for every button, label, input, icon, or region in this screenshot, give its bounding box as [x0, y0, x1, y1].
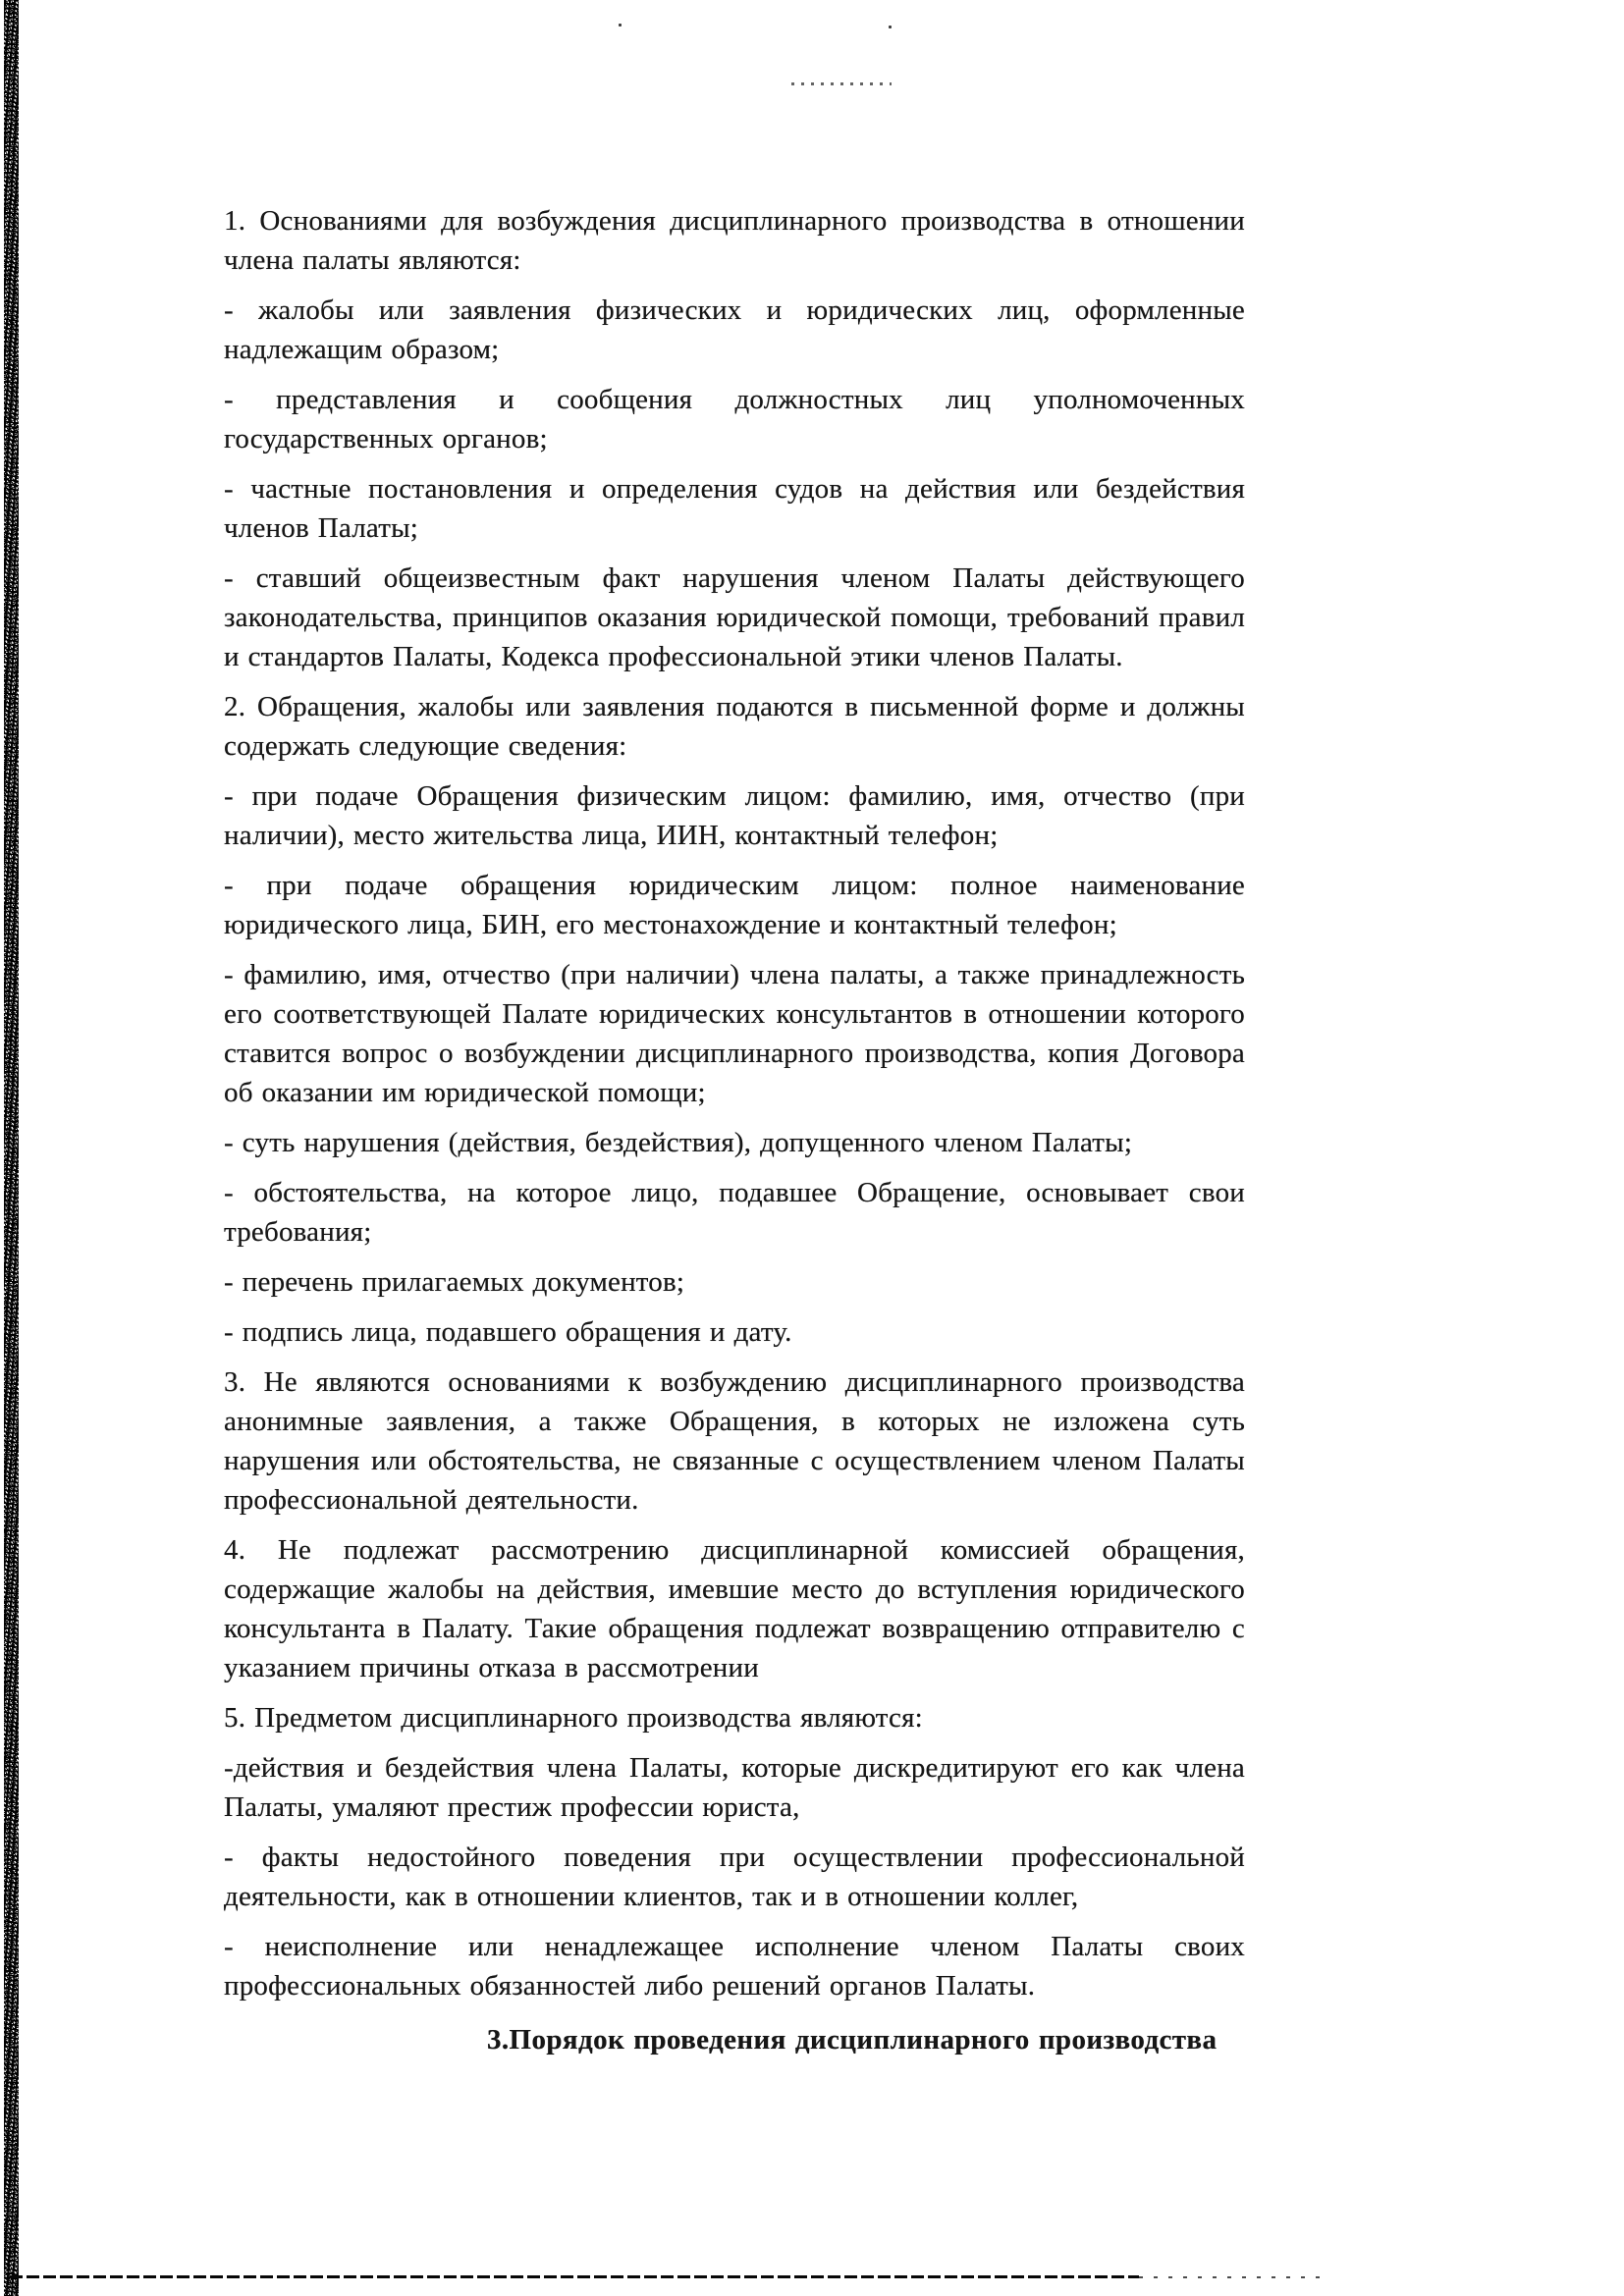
clause-2: 2. Обращения, жалобы или заявления подаются в письменной форме и должны содержать следующие сведения:: [224, 691, 1245, 762]
list-item: - перечень прилагаемых документов;: [224, 1266, 685, 1298]
clause-1: 1. Основаниями для возбуждения дисциплинарного производства в отношении члена палаты являются:: [224, 205, 1245, 276]
list-item: - факты недостойного поведения при осуществлении профессиональной деятельности, как в отношении клиентов, так и в отношении коллег,: [224, 1842, 1245, 1912]
list-item: -действия и бездействия члена Палаты, которые дискредитируют его как члена Палаты, умаляют престиж профессии юриста,: [224, 1752, 1245, 1823]
list-item: - при подаче Обращения физическим лицом: фамилию, имя, отчество (при наличии), место жительства лица, ИИН, контактный телефон;: [224, 780, 1245, 851]
scan-noise-bottom-line: [10, 2275, 1139, 2278]
clause-3: 3. Не являются основаниями к возбуждению дисциплинарного производства анонимные заявления, а также Обращения, в которых не изложена суть нарушения или обстоятельства, не связанные с осуществлением членом Палаты профессиональной деятельности.: [224, 1366, 1245, 1516]
scan-dotted-mark: [791, 82, 892, 85]
clause-4: 4. Не подлежат рассмотрению дисциплинарной комиссией обращения, содержащие жалобы на действия, имевшие место до вступления юридического консультанта в Палату. Такие обращения подлежат возвращению отправителю с указанием причины отказа в рассмотрении: [224, 1534, 1245, 1683]
list-item: - неисполнение или ненадлежащее исполнение членом Палаты своих профессиональных обязанностей либо решений органов Палаты.: [224, 1931, 1245, 2002]
scan-noise-bottom-line-tail: [1139, 2276, 1321, 2278]
list-item: - представления и сообщения должностных лиц уполномоченных государственных органов;: [224, 384, 1245, 454]
list-item: - фамилию, имя, отчество (при наличии) члена палаты, а также принадлежность его соответствующей Палате юридических консультантов в отношении которого ставится вопрос о возбуждении дисциплинарного производства, копия Договора об оказании им юридической помощи;: [224, 959, 1245, 1108]
list-item: - частные постановления и определения судов на действия или бездействия членов Палаты;: [224, 473, 1245, 544]
section-heading: 3.Порядок проведения дисциплинарного производства: [487, 2024, 1218, 2056]
list-item: - жалобы или заявления физических и юридических лиц, оформленные надлежащим образом;: [224, 294, 1245, 365]
scan-noise-left-edge: [4, 0, 19, 2296]
list-item: - обстоятельства, на которое лицо, подавшее Обращение, основывает свои требования;: [224, 1177, 1245, 1248]
scan-speck: [619, 24, 622, 27]
document-text-column: [224, 201, 1245, 2070]
list-item: - суть нарушения (действия, бездействия), допущенного членом Палаты;: [224, 1127, 1133, 1158]
clause-5: 5. Предметом дисциплинарного производства являются:: [224, 1702, 923, 1734]
scan-speck: [889, 26, 892, 28]
list-item: - подпись лица, подавшего обращения и дату.: [224, 1316, 792, 1348]
list-item: - ставший общеизвестным факт нарушения членом Палаты действующего законодательства, принципов оказания юридической помощи, требований правил и стандартов Палаты, Кодекса профессиональной этики членов Палаты.: [224, 562, 1245, 672]
list-item: - при подаче обращения юридическим лицом: полное наименование юридического лица, БИН, его местонахождение и контактный телефон;: [224, 870, 1245, 940]
